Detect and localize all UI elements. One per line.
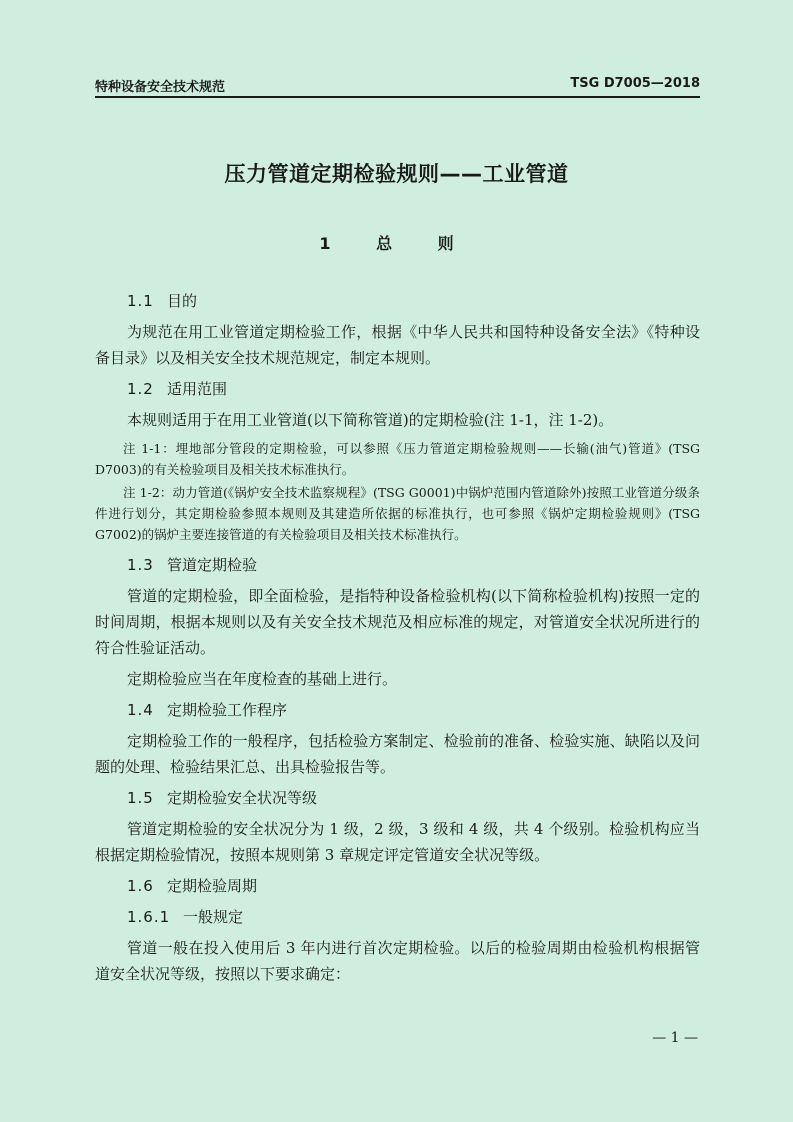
note-1-2: 注 1-2：动力管道(《锅炉安全技术监察规程》(TSG G0001)中锅炉范围内管道除外)按照工业管道分级条件进行划分，其定期检验参照本规则及其建造所依据的标准执行，也可参照《锅炉定期检验规则》(TSG G7002)的锅炉主要连接管道的有关检验项目及相关技术标准执行。 xyxy=(95,485,700,542)
paragraph: 管道一般在投入使用后 3 年内进行首次定期检验。以后的检验周期由检验机构根据管道安全状况等级，按照以下要求确定： xyxy=(95,939,700,983)
section-heading-1-6: 1.6 定期检验周期 xyxy=(127,877,258,895)
section-heading-1-6-1: 1.6.1 一般规定 xyxy=(127,908,244,926)
header-spec-category: 特种设备安全技术规范 xyxy=(95,80,226,95)
section-heading-1-2: 1.2 适用范围 xyxy=(127,380,228,398)
chapter-heading: 1 总 则 xyxy=(319,234,474,253)
paragraph: 管道定期检验的安全状况分为 1 级，2 级，3 级和 4 级，共 4 个级别。检验机构应当根据定期检验情况，按照本规则第 3 章规定评定管道安全状况等级。 xyxy=(95,820,700,864)
paragraph: 定期检验工作的一般程序，包括检验方案制定、检验前的准备、检验实施、缺陷以及问题的处理、检验结果汇总、出具检验报告等。 xyxy=(95,732,700,776)
header-divider xyxy=(95,96,700,98)
document-title: 压力管道定期检验规则——工业管道 xyxy=(224,162,569,186)
section-heading-1-3: 1.3 管道定期检验 xyxy=(127,556,258,574)
paragraph: 为规范在用工业管道定期检验工作，根据《中华人民共和国特种设备安全法》《特种设备目录》以及相关安全技术规范规定，制定本规则。 xyxy=(95,323,700,367)
section-heading-1-5: 1.5 定期检验安全状况等级 xyxy=(127,789,318,807)
section-heading-1-4: 1.4 定期检验工作程序 xyxy=(127,701,288,719)
paragraph: 本规则适用于在用工业管道(以下简称管道)的定期检验(注 1-1，注 1-2)。 xyxy=(127,411,614,429)
page-number: — 1 — xyxy=(652,1030,698,1046)
page-header xyxy=(95,76,700,96)
paragraph: 定期检验应当在年度检查的基础上进行。 xyxy=(127,670,398,688)
paragraph: 管道的定期检验，即全面检验，是指特种设备检验机构(以下简称检验机构)按照一定的时间周期，根据本规则以及有关安全技术规范及相应标准的规定，对管道安全状况所进行的符合性验证活动。 xyxy=(95,587,700,657)
header-standard-code: TSG D7005—2018 xyxy=(570,76,700,91)
note-1-1: 注 1-1：埋地部分管段的定期检验，可以参照《压力管道定期检验规则——长输(油气)管道》(TSG D7003)的有关检验项目及相关技术标准执行。 xyxy=(95,441,700,477)
section-heading-1-1: 1.1 目的 xyxy=(127,292,198,310)
document-body xyxy=(95,288,700,992)
